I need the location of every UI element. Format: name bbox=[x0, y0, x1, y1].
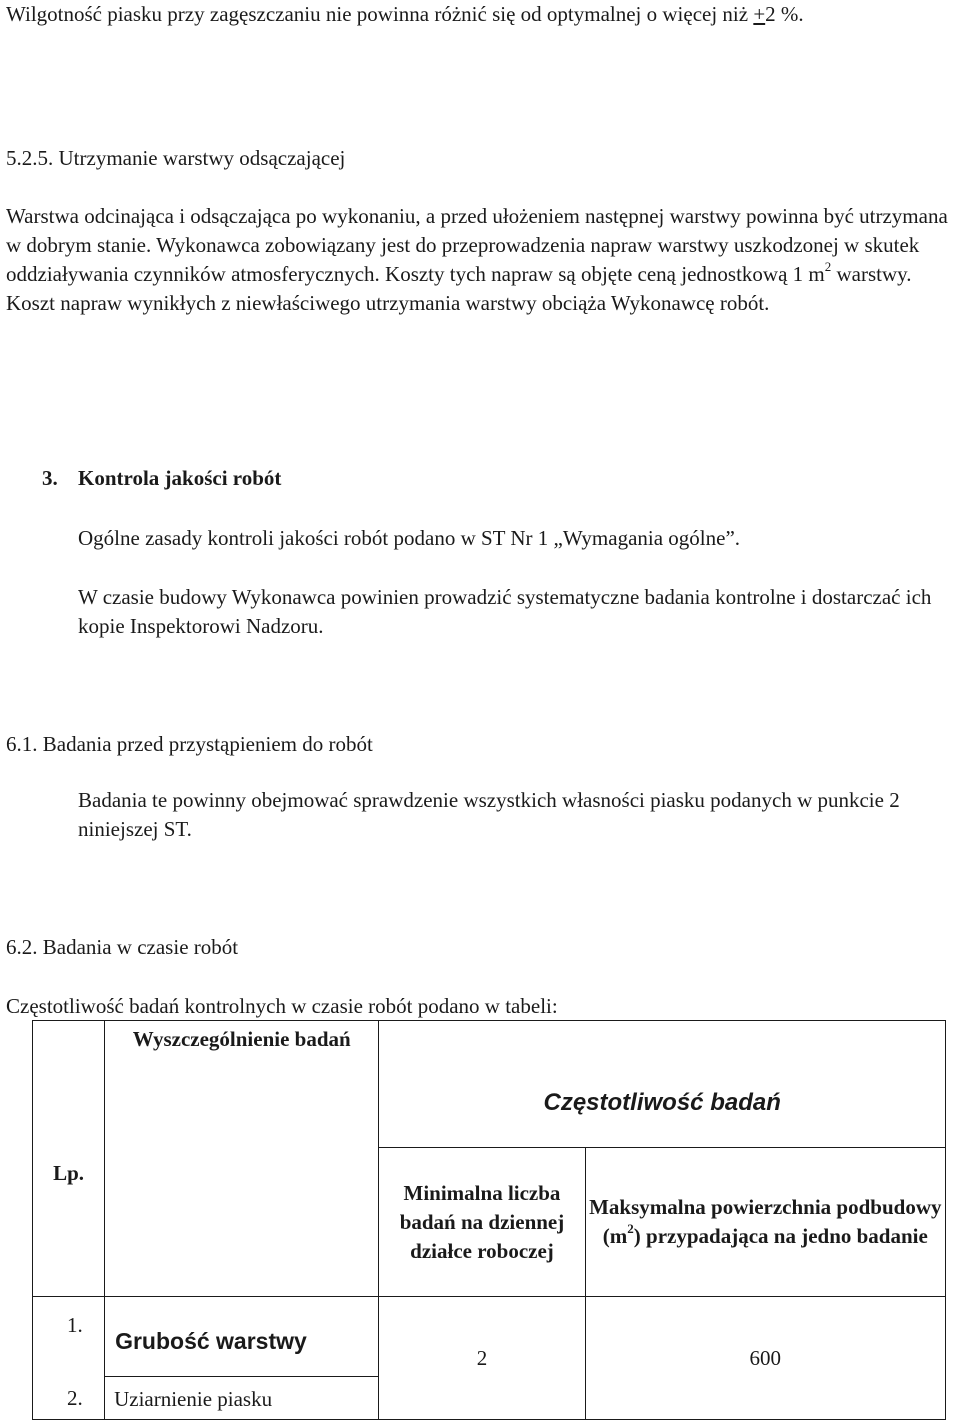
max-area-text-b: ) przypadająca na jedno badanie bbox=[633, 1224, 928, 1248]
frequency-intro-paragraph: Częstotliwość badań kontrolnych w czasie robót podano w tabeli: bbox=[6, 994, 558, 1018]
row-items-cell bbox=[105, 1297, 379, 1420]
section-heading-3 bbox=[42, 464, 281, 493]
row-number-2: 2. bbox=[67, 1386, 83, 1410]
row-numbers-cell bbox=[33, 1297, 105, 1420]
pre-works-tests-paragraph: Badania te powinny obejmować sprawdzenie wszystkich własności piasku podanych w punkcie 2 niniejszej ST. bbox=[78, 788, 900, 841]
header-max-area bbox=[585, 1148, 945, 1297]
heading-title: Kontrola jakości robót bbox=[78, 466, 282, 490]
header-min-count: Minimalna liczba badań na dziennej działce roboczej bbox=[379, 1148, 585, 1297]
control-tests-paragraph: W czasie budowy Wykonawca powinien prowadzić systematyczne badania kontrolne i dostarczać ich kopie Inspektorowi Nadzoru. bbox=[78, 585, 932, 638]
moisture-text-b: 2 %. bbox=[765, 2, 804, 26]
header-lp: Lp. bbox=[33, 1021, 105, 1297]
section-heading-6-2: 6.2. Badania w czasie robót bbox=[6, 935, 239, 959]
max-area-text-a: Maksymalna powierzchnia podbudowy (m bbox=[589, 1195, 942, 1248]
row-item-grading: Uziarnienie piasku bbox=[104, 1376, 378, 1414]
superscript-2: 2 bbox=[824, 259, 832, 274]
maintenance-text-a: Warstwa odcinająca i odsączająca po wykonaniu, a przed ułożeniem następnej warstwy powinna być utrzymana w dobrym stanie. Wykonawca zobowiązany jest do przeprowadzenia napraw warstwy uszkodzonej w skutek oddziaływania czynników atmosferycznych. Koszty tych napraw są objęte ceną jednostkową 1 m bbox=[6, 204, 948, 286]
moisture-paragraph bbox=[6, 0, 951, 29]
max-area-value: 600 bbox=[585, 1297, 945, 1420]
heading-number: 3. bbox=[42, 466, 58, 490]
moisture-text-a: Wilgotność piasku przy zagęszczaniu nie powinna różnić się od optymalnej o więcej niż bbox=[6, 2, 754, 26]
max-area-sup: 2 bbox=[627, 1221, 634, 1236]
plus-minus-sign: + bbox=[753, 2, 766, 26]
row-number-1: 1. bbox=[67, 1313, 83, 1337]
maintenance-text-b: warstwy. Koszt napraw wynikłych z niewłaściwego utrzymania warstwy obciąża Wykonawcę robót. bbox=[6, 262, 912, 315]
header-wyszczegolnienie: Wyszczególnienie badań bbox=[105, 1021, 379, 1297]
section-heading-5-2-5: 5.2.5. Utrzymanie warstwy odsączającej bbox=[6, 146, 346, 170]
header-frequency: Częstotliwość badań bbox=[379, 1021, 946, 1148]
min-count-value: 2 bbox=[379, 1297, 585, 1420]
general-rules-paragraph: Ogólne zasady kontroli jakości robót podano w ST Nr 1 „Wymagania ogólne”. bbox=[78, 526, 741, 550]
section-heading-6-1: 6.1. Badania przed przystąpieniem do robót bbox=[6, 732, 373, 756]
row-item-thickness: Grubość warstwy bbox=[115, 1328, 307, 1354]
frequency-table bbox=[32, 1020, 946, 1420]
maintenance-paragraph bbox=[6, 202, 956, 318]
